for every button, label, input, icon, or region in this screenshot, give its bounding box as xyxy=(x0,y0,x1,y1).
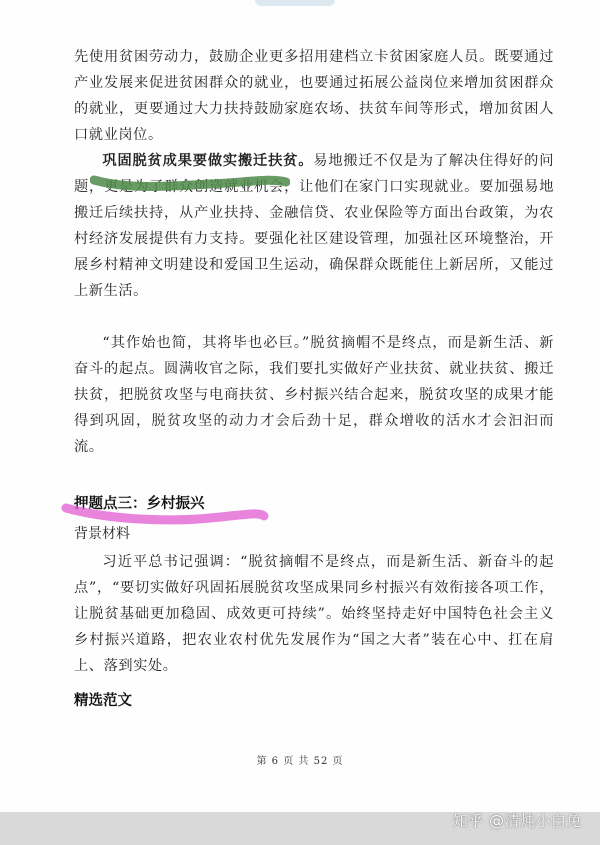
relocation-body: 易地搬迁不仅是为了解决住得好的问题，更是为了群众创造就业机会，让他们在家门口实现就业。要加强易地搬迁后续扶持，从产业扶持、金融信贷、农业保险等方面出台政策，为农村经济发展提供有力支持。要强化社区建设管理，加强社区环境整治，开展乡村精神文明建设和爱国卫生运动，确保群众既能住上新居所，又能过上新生活。 xyxy=(74,153,554,299)
paragraph-quote: 习近平总书记强调：“脱贫摘帽不是终点，而是新生活、新奋斗的起点”，“要切实做好巩固拓展脱贫攻坚成果同乡村振兴有效衔接各项工作，让脱贫基础更加稳固、成效更可持续”。始终坚持走好中国特色社会主义乡村振兴道路，把农业农村优先发展作为“国之大者”装在心中、扛在肩上、落到实处。 xyxy=(74,554,554,674)
background-label: 背景材料 xyxy=(74,526,130,542)
zhihu-watermark: 知乎 @清炖小白兔 xyxy=(452,812,582,830)
paragraph-conclusion: “其作始也简，其将毕也必巨。”脱贫摘帽不是终点，而是新生活、新奋斗的起点。圆满收官之际，我们要扎实做好产业扶贫、就业扶贫、搬迁扶贫，把脱贫攻坚与电商扶贫、乡村振兴结合起来，脱贫攻坚的成果才能得到巩固，脱贫攻坚的动力才会后劲十足，群众增收的活水才会汩汩而流。 xyxy=(74,335,554,455)
essay-label: 精选范文 xyxy=(74,693,132,709)
relocation-lead: 巩固脱贫成果要做实搬迁扶贫。 xyxy=(102,153,314,169)
section-heading: 押题点三：乡村振兴 xyxy=(74,496,205,512)
paragraph-relocation xyxy=(74,148,554,304)
top-fragment xyxy=(255,0,335,6)
page-footer: 第 6 页 共 52 页 xyxy=(256,756,344,767)
paragraph-employment: 先使用贫困劳动力，鼓励企业更多招用建档立卡贫困家庭人员。既要通过产业发展来促进贫困群众的就业，也要通过拓展公益岗位来增加贫困群众的就业，更要通过大力扶持鼓励家庭农场、扶贫车间等形式，增加贫困人口就业岗位。 xyxy=(74,49,554,143)
